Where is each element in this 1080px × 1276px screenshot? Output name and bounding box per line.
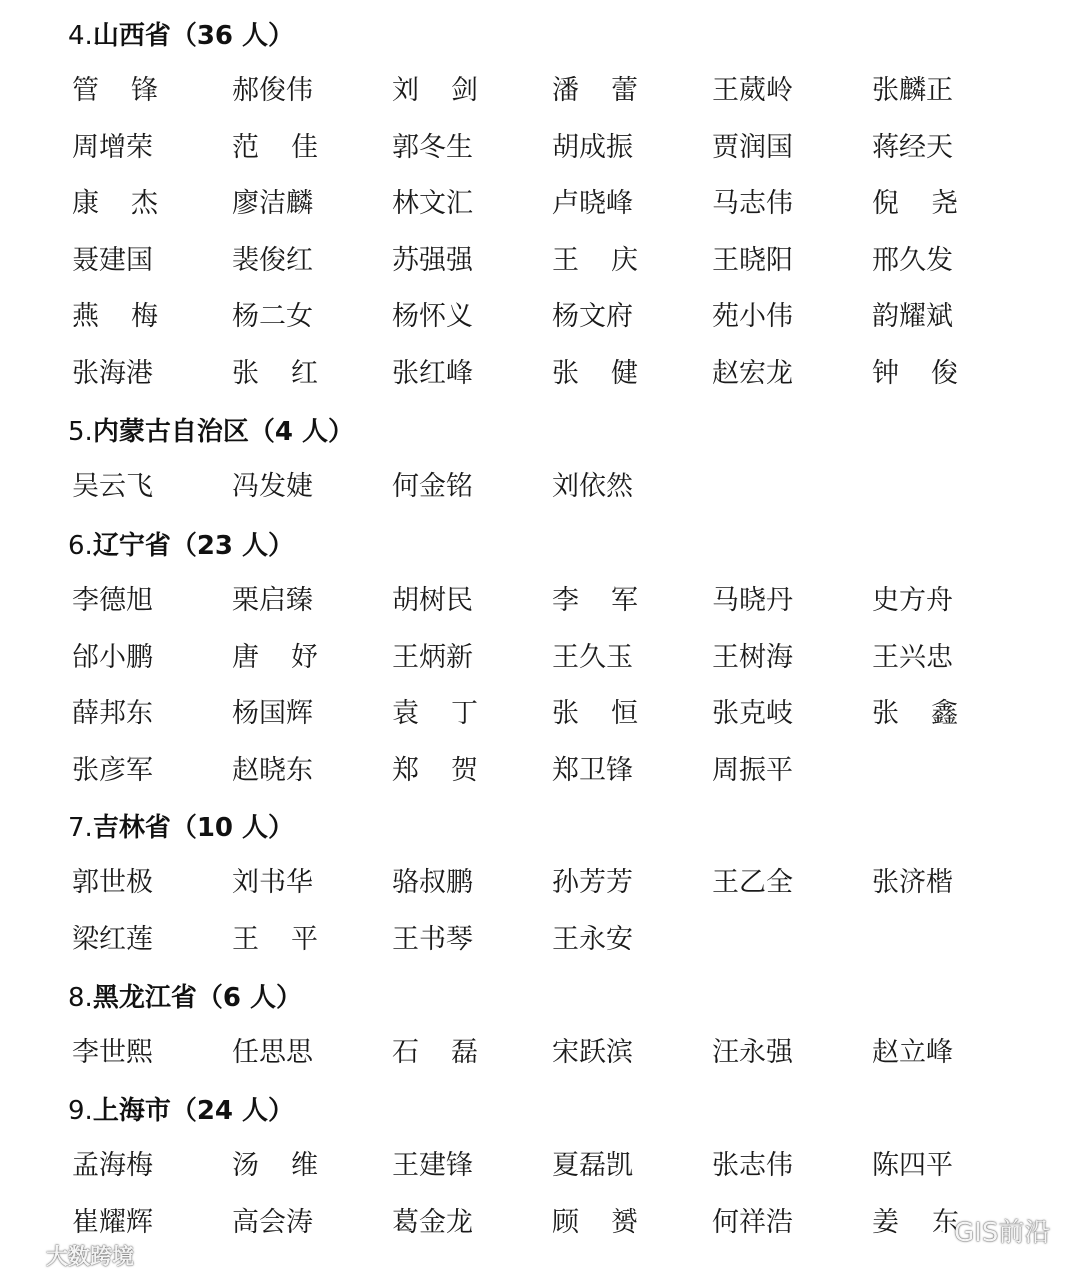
person-name: 赵立峰: [872, 1037, 953, 1068]
name-character: 丁: [451, 698, 478, 729]
person-name: 汪永强: [712, 1037, 793, 1068]
person-name: 张海港: [72, 358, 153, 389]
person-name: 郝俊伟: [232, 75, 313, 106]
name-character: 俊: [931, 358, 958, 389]
name-character: 王: [232, 924, 259, 955]
name-character: 刘: [392, 75, 419, 106]
person-name: 王晓阳: [712, 245, 793, 276]
person-name: 张克岐: [712, 698, 793, 729]
person-name: 刘依然: [552, 471, 633, 502]
name-character: 张: [232, 358, 259, 389]
weibo-logo-icon: [6, 1239, 40, 1271]
person-name: 王建锋: [392, 1150, 473, 1181]
person-name: 杨怀义: [392, 301, 473, 332]
person-name: 夏磊凯: [552, 1150, 633, 1181]
person-name: [72, 69, 158, 113]
name-character: 妤: [291, 642, 318, 673]
person-name: 邢久发: [872, 245, 953, 276]
section-number: 9.: [68, 1096, 93, 1126]
person-name: 孟海梅: [72, 1150, 153, 1181]
name-character: 赟: [611, 1207, 638, 1238]
person-name: 赵宏龙: [712, 358, 793, 389]
name-character: 平: [291, 924, 318, 955]
name-character: 燕: [72, 301, 99, 332]
name-character: 倪: [872, 188, 899, 219]
name-character: 健: [611, 358, 638, 389]
wechat-logo-icon: [908, 1210, 948, 1251]
name-character: 军: [611, 585, 638, 616]
name-character: 剑: [451, 75, 478, 106]
name-character: 贺: [451, 755, 478, 786]
person-name: [552, 579, 638, 623]
name-character: 郑: [392, 755, 419, 786]
name-character: 磊: [451, 1037, 478, 1068]
person-name: 宋跃滨: [552, 1037, 633, 1068]
person-name: 王炳新: [392, 642, 473, 673]
person-name: 史方舟: [872, 585, 953, 616]
name-character: 范: [232, 132, 259, 163]
name-character: 维: [291, 1150, 318, 1181]
person-name: [872, 182, 958, 226]
watermark-right: [908, 1208, 1050, 1252]
name-character: 尧: [931, 188, 958, 219]
person-name: [552, 1201, 638, 1245]
section-number: 6.: [68, 531, 93, 561]
name-character: 钟: [872, 358, 899, 389]
person-name: [232, 126, 318, 170]
name-character: 蕾: [611, 75, 638, 106]
name-character: 汤: [232, 1150, 259, 1181]
person-name: 李德旭: [72, 585, 153, 616]
person-name: 王久玉: [552, 642, 633, 673]
section-number: 5.: [68, 417, 93, 447]
watermark-right-text: GIS前沿: [954, 1217, 1051, 1248]
person-name: 李世熙: [72, 1037, 153, 1068]
person-name: [232, 918, 318, 962]
person-name: 王书琴: [392, 924, 473, 955]
section-number: 4.: [68, 21, 93, 51]
person-name: 杨国辉: [232, 698, 313, 729]
person-name: 冯发婕: [232, 471, 313, 502]
person-name: 马志伟: [712, 188, 793, 219]
section-heading: [68, 16, 294, 56]
person-name: [552, 69, 638, 113]
person-name: 王永安: [552, 924, 633, 955]
person-name: [872, 692, 958, 736]
section-number: 8.: [68, 983, 93, 1013]
person-name: 苑小伟: [712, 301, 793, 332]
person-name: 林文汇: [392, 188, 473, 219]
section-title: 山西省（36 人）: [92, 21, 295, 51]
name-character: 鑫: [931, 698, 958, 729]
person-name: 马晓丹: [712, 585, 793, 616]
person-name: 高会涛: [232, 1207, 313, 1238]
name-character: 唐: [232, 642, 259, 673]
person-name: [392, 69, 478, 113]
watermark-left-text: 大数跨境: [46, 1244, 135, 1270]
person-name: 葛金龙: [392, 1207, 473, 1238]
person-name: 任思思: [232, 1037, 313, 1068]
person-name: 刘书华: [232, 867, 313, 898]
person-name: 张济楷: [872, 867, 953, 898]
person-name: 崔耀辉: [72, 1207, 153, 1238]
person-name: 胡树民: [392, 585, 473, 616]
name-character: 王: [552, 245, 579, 276]
person-name: 陈四平: [872, 1150, 953, 1181]
person-name: 杨二女: [232, 301, 313, 332]
name-character: 康: [72, 188, 99, 219]
person-name: 张麟正: [872, 75, 953, 106]
person-name: [392, 749, 478, 793]
person-name: [552, 352, 638, 396]
section-title: 黑龙江省（6 人）: [92, 983, 302, 1013]
person-name: 吴云飞: [72, 471, 153, 502]
name-character: 李: [552, 585, 579, 616]
section-heading: [68, 808, 294, 848]
section-heading: [68, 1091, 294, 1131]
person-name: 苏强强: [392, 245, 473, 276]
person-name: 赵晓东: [232, 755, 313, 786]
person-name: 韵耀斌: [872, 301, 953, 332]
section-heading: [68, 526, 294, 566]
person-name: 廖洁麟: [232, 188, 313, 219]
person-name: 王树海: [712, 642, 793, 673]
name-character: 张: [552, 358, 579, 389]
section-title: 辽宁省（23 人）: [92, 531, 295, 561]
name-character: 潘: [552, 75, 579, 106]
person-name: 东: [932, 1207, 959, 1238]
person-name: [872, 352, 958, 396]
person-name: 周增荣: [72, 132, 153, 163]
person-name: 胡成振: [552, 132, 633, 163]
name-character: 佳: [291, 132, 318, 163]
section-title: 上海市（24 人）: [92, 1096, 295, 1126]
person-name: 杨文府: [552, 301, 633, 332]
person-name: 何金铭: [392, 471, 473, 502]
person-name: [552, 239, 638, 283]
person-name: 孙芳芳: [552, 867, 633, 898]
person-name: 张红峰: [392, 358, 473, 389]
person-name: 邰小鹏: [72, 642, 153, 673]
person-name: [232, 636, 318, 680]
name-character: 袁: [392, 698, 419, 729]
person-name: 郭世极: [72, 867, 153, 898]
name-character: 顾: [552, 1207, 579, 1238]
person-name: 张彦军: [72, 755, 153, 786]
person-name: [392, 692, 478, 736]
person-name: 骆叔鹏: [392, 867, 473, 898]
person-name: 郭冬生: [392, 132, 473, 163]
name-character: 梅: [131, 301, 158, 332]
person-name: 姜: [872, 1207, 899, 1238]
person-name: [72, 182, 158, 226]
section-title: 吉林省（10 人）: [92, 813, 295, 843]
person-name: 薛邦东: [72, 698, 153, 729]
person-name: [392, 1031, 478, 1075]
watermark-left: [6, 1238, 134, 1272]
person-name: [552, 692, 638, 736]
name-character: 张: [552, 698, 579, 729]
person-name: [72, 295, 158, 339]
person-name: [232, 352, 318, 396]
person-name: 裴俊红: [232, 245, 313, 276]
person-name: 周振平: [712, 755, 793, 786]
person-name: 郑卫锋: [552, 755, 633, 786]
person-name: 何祥浩: [712, 1207, 793, 1238]
person-name: 蒋经天: [872, 132, 953, 163]
name-character: 红: [291, 358, 318, 389]
section-heading: [68, 978, 302, 1018]
name-character: 杰: [131, 188, 158, 219]
section-number: 7.: [68, 813, 93, 843]
name-character: 锋: [131, 75, 158, 106]
name-character: 张: [872, 698, 899, 729]
person-name: 栗启臻: [232, 585, 313, 616]
person-name: 王葳岭: [712, 75, 793, 106]
name-character: 庆: [611, 245, 638, 276]
person-name: 卢晓峰: [552, 188, 633, 219]
person-name: [232, 1144, 318, 1188]
person-name: 张志伟: [712, 1150, 793, 1181]
person-name: 聂建国: [72, 245, 153, 276]
section-heading: [68, 412, 354, 452]
name-character: 恒: [611, 698, 638, 729]
section-title: 内蒙古自治区（4 人）: [92, 417, 354, 447]
name-character: 石: [392, 1037, 419, 1068]
person-name: 梁红莲: [72, 924, 153, 955]
name-character: 管: [72, 75, 99, 106]
person-name: 贾润国: [712, 132, 793, 163]
person-name: 王兴忠: [872, 642, 953, 673]
person-name: 王乙全: [712, 867, 793, 898]
